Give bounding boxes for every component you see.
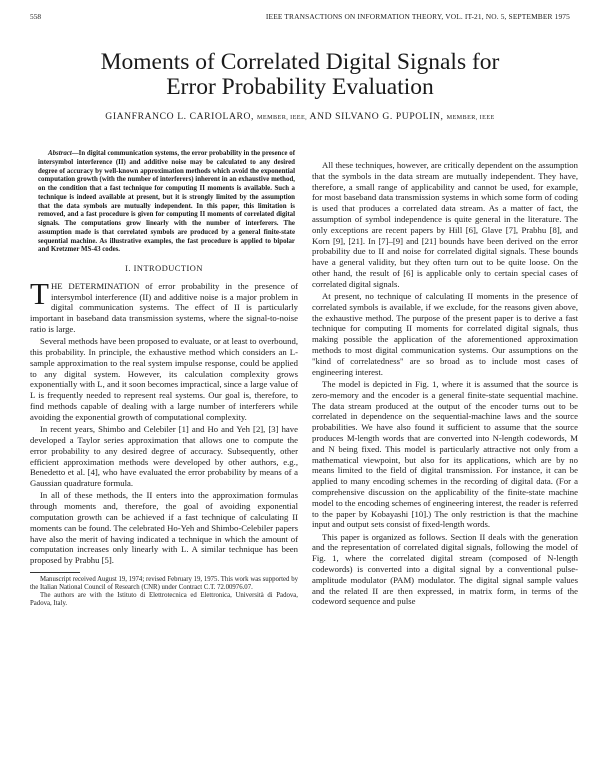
- right-paragraph-2: At present, no technique of calculating II moments in the presence of correlated symbols is available, if we exclude, for the reasons given above, the exhaustive method. The purpose of the present paper is to derive a fast technique for computing II moments for correlated digital signals, thus making possible the application of the aforementioned approximation methods to most digital communication systems. Our assumptions on the "kind of correlatedness" are so broad as to include most cases of engineering interest.: [312, 291, 578, 377]
- left-column: [30, 150, 298, 608]
- intro-paragraph-1-text: HE DETERMINATION of error probability in the presence of intersymbol interference (II) and additive noise is a major problem in digital communication systems. The effect of II is particularly important in baseband data transmission systems, where the signal-to-noise ratio is large.: [30, 280, 298, 334]
- intro-paragraph-2: Several methods have been proposed to evaluate, or at least to overbound, this probability. In principle, the exhaustive method which considers an L-sample approximation to the real system impulse response, could be applied to any digital system. However, its calculation complexity grows exponentially with L, and it soon becomes impractical, since a large value of L is frequently needed to represent real systems. Our goal is, therefore, to find methods capable of dealing with a large number of interferers while avoiding the exponential growth of computational complexity.: [30, 336, 298, 422]
- author-2-grade: MEMBER, IEEE: [446, 114, 495, 121]
- abstract-label: Abstract: [48, 150, 72, 157]
- right-paragraph-4: This paper is organized as follows. Section II deals with the generation and the representation of correlated digital signals, following the model of Fig. 1, where the correlated digital stream (composed of N-length codewords) is converted into a digital signal by a conventional pulse-amplitude modulator (PAM) modulator. The digital signal sample values and the related II are then expressed, in matrix form, in terms of the codeword sequence and pulse: [312, 531, 578, 607]
- author-1-name: GIANFRANCO L. CARIOLARO,: [105, 111, 255, 122]
- footnote-affiliation: The authors are with the Istituto di Elettrotecnica ed Elettronica, Università di Padova, Padova, Italy.: [30, 592, 298, 608]
- footnote-manuscript: Manuscript received August 19, 1974; revised February 19, 1975. This work was supported by the Italian National Council of Research (CNR) under Contract C.T. 72.00976.07.: [30, 576, 298, 592]
- title-line-2: Error Probability Evaluation: [166, 74, 434, 100]
- journal-running-head: IEEE TRANSACTIONS ON INFORMATION THEORY, VOL. IT-21, NO. 5, SEPTEMBER 1975: [265, 12, 570, 21]
- page-number: 558: [30, 12, 42, 21]
- paper-title: [40, 50, 560, 100]
- intro-paragraph-1: [30, 275, 298, 335]
- title-line-1: Moments of Correlated Digital Signals for: [100, 49, 500, 75]
- abstract-text: —In digital communication systems, the error probability in the presence of intersymbol interference (II) and additive noise may be calculated to any desired degree of accuracy by well-known approximation methods which avoid the exponential computation growth (with the number of interferers) inherent in an exhaustive method, on the condition that a fast technique for computing II moments is available. Such a technique is indeed available at present, but it is strongly limited by the assumption that the data symbols are mutually independent. In this paper, this limitation is removed, and a fast procedure is given for computing II moments of correlated digital signals. The computations grow linearly with the number of interferers. The assumption made is that correlated symbols are produced by a general finite-state sequential machine. As illustrative examples, the fast procedure is applied to bipolar and Kretzmer MS-43 codes.: [38, 150, 295, 254]
- drop-cap: T: [30, 275, 49, 311]
- right-paragraph-3: The model is depicted in Fig. 1, where it is assumed that the source is zero-memory and the encoder is a general finite-state sequential machine. The data stream produced at the output of the encoder turns out to be correlated in dependence on the sequential-machine laws and the source probabilities. We have also found it sufficient to assume that the source produces M-length words that are converted into N-length codewords, M and N being fixed. This model is particularly attractive not only from a mathematical viewpoint, but also for its applications, which are by no means limited to the field of digital transmission. For instance, it can be applied to many encoding schemes in the recording of digital data. (For a comprehensive discussion on the applicability of the finite-state machine model to the encoding schemes of engineering interest, the reader is referred to the paper by Kobayashi [10].) The only restriction is that the machine input and output sets consist of fixed-length words.: [312, 378, 578, 530]
- author-2-name: SILVANO G. PUPOLIN,: [335, 111, 444, 122]
- page-header: [30, 12, 570, 24]
- intro-paragraph-3: In recent years, Shimbo and Celebiler [1] and Ho and Yeh [2], [3] have developed a Taylor series approximation that allows one to compute the error probability to any desired degree of accuracy. Subsequently, other efficient approximation methods were developed by other authors, e.g., Benedetto et al. [4], who have evaluated the error probability by means of a Gaussian quadrature formula.: [30, 424, 298, 489]
- section-heading-introduction: I. INTRODUCTION: [125, 264, 203, 273]
- author-1-grade: MEMBER, IEEE,: [257, 114, 308, 121]
- author-conjunction: AND: [309, 111, 333, 122]
- footnote-rule: [30, 572, 80, 573]
- right-paragraph-1: All these techniques, however, are critically dependent on the assumption that the symbols in the data stream are mutually independent. They have, therefore, a small range of applicability and cannot be used, for example, for most baseband data transmission systems in which some form of coding is used that produces a correlated data stream. As a matter of fact, the assumption of symbol independence is quite general in the literature. The only exceptions are recent papers by Hill [6], Glave [7], Prabhu [8], and Korn [9], [21]. In [7]–[9] and [21] bounds have been derived on the error probability due to II and noise for correlated digital signals. These bounds have a general validity, but they often turn out to be quite loose. On the other hand, the result of [6] is applicable only to certain special cases of correlated digital signals.: [312, 160, 578, 289]
- right-column: [312, 160, 578, 609]
- author-line: [30, 111, 570, 122]
- abstract: [38, 150, 295, 255]
- intro-paragraph-4: In all of these methods, the II enters into the approximation formulas through moments and, therefore, the goal of avoiding exponential computation growth can be achieved if a fast technique of calculating II moments can be found. The celebrated Ho-Yeh and Shimbo-Celebiler papers have also the merit of having indicated a technique in which the amount of computation increases only linearly with L. A similar technique has been proposed by Prabhu [5].: [30, 490, 298, 566]
